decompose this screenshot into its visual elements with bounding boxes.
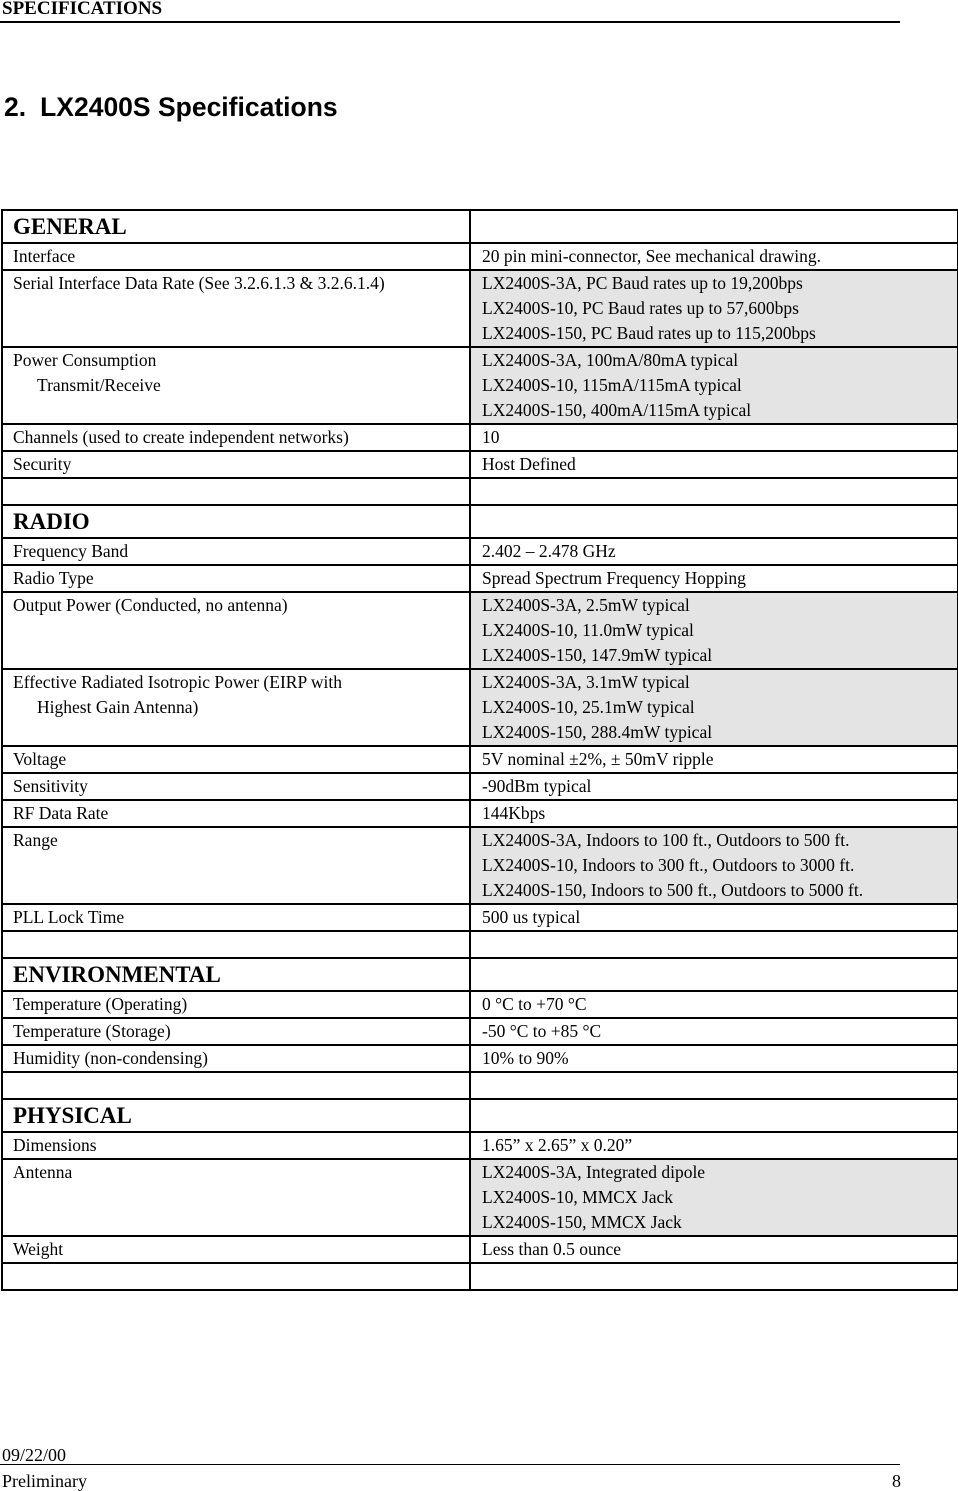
spec-value: -50 °C to +85 °C (482, 1021, 602, 1041)
spec-label: Frequency Band (13, 541, 129, 561)
spec-label: Temperature (Operating) (13, 994, 188, 1014)
spec-value-cell (470, 1018, 958, 1045)
spec-label-cell (2, 904, 470, 931)
blank-cell (470, 1072, 958, 1099)
blank-cell (2, 478, 470, 505)
spec-value: Host Defined (482, 454, 576, 474)
spec-label-cell (2, 746, 470, 773)
spec-value-cell (470, 592, 958, 669)
spec-label: PLL Lock Time (13, 907, 125, 927)
spec-value: LX2400S-10, MMCX Jack (482, 1187, 674, 1207)
spec-value-cell (470, 746, 958, 773)
section-heading: ENVIRONMENTAL (2, 958, 470, 991)
spec-value-cell (470, 904, 958, 931)
spec-label: Channels (used to create independent networks) (13, 427, 349, 447)
spec-label: Interface (13, 246, 76, 266)
spec-label-cell (2, 538, 470, 565)
spec-value-cell (470, 669, 958, 746)
table-row (2, 424, 958, 451)
spec-label: Highest Gain Antenna) (37, 697, 199, 717)
table-row (2, 669, 958, 746)
spec-value: LX2400S-3A, 100mA/80mA typical (482, 350, 739, 370)
spec-value-cell (470, 243, 958, 270)
table-row (2, 1236, 958, 1263)
section-heading: GENERAL (2, 210, 470, 243)
spec-value: LX2400S-150, Indoors to 500 ft., Outdoors to 5000 ft. (482, 880, 864, 900)
spec-value-cell (470, 451, 958, 478)
spec-value-cell (470, 773, 958, 800)
spec-value-cell (470, 424, 958, 451)
section-header-row (2, 1099, 958, 1132)
spec-value: LX2400S-150, 147.9mW typical (482, 645, 713, 665)
table-row (2, 991, 958, 1018)
blank-spacer-row (2, 931, 958, 958)
table-row (2, 243, 958, 270)
section-header-row (2, 210, 958, 243)
blank-cell (470, 1263, 958, 1290)
spec-value-cell (470, 270, 958, 347)
spec-value-cell (470, 1159, 958, 1236)
spec-value: Less than 0.5 ounce (482, 1239, 621, 1259)
spec-label: Antenna (13, 1162, 73, 1182)
spec-value: 10% to 90% (482, 1048, 569, 1068)
spec-value: LX2400S-10, PC Baud rates up to 57,600bps (482, 298, 799, 318)
spec-label: Transmit/Receive (37, 375, 161, 395)
spec-value: 1.65” x 2.65” x 0.20” (482, 1135, 633, 1155)
footer-date: 09/22/00 (2, 1445, 67, 1465)
spec-value: LX2400S-3A, PC Baud rates up to 19,200bps (482, 273, 803, 293)
table-row (2, 773, 958, 800)
spec-value: 5V nominal ±2%, ± 50mV ripple (482, 749, 714, 769)
spec-label: Humidity (non-condensing) (13, 1048, 208, 1068)
spec-value: 2.402 – 2.478 GHz (482, 541, 616, 561)
spec-label-cell (2, 669, 470, 746)
spec-label: Sensitivity (13, 776, 88, 796)
specifications-table (1, 209, 958, 1291)
spec-value: LX2400S-10, 25.1mW typical (482, 697, 695, 717)
table-row (2, 800, 958, 827)
table-row (2, 827, 958, 904)
spec-label: Serial Interface Data Rate (See 3.2.6.1.3 & 3.2.6.1.4) (13, 273, 385, 293)
table-row (2, 451, 958, 478)
spec-label-cell (2, 1159, 470, 1236)
table-row (2, 347, 958, 424)
spec-label: RF Data Rate (13, 803, 109, 823)
section-heading-empty-cell (470, 210, 958, 243)
blank-cell (2, 1072, 470, 1099)
table-row (2, 1132, 958, 1159)
section-heading: RADIO (2, 505, 470, 538)
spec-value: 500 us typical (482, 907, 581, 927)
section-heading-empty-cell (470, 1099, 958, 1132)
spec-label-cell (2, 347, 470, 424)
spec-value: LX2400S-150, 400mA/115mA typical (482, 400, 752, 420)
spec-value: LX2400S-10, Indoors to 300 ft., Outdoors to 3000 ft. (482, 855, 855, 875)
spec-value: LX2400S-150, MMCX Jack (482, 1212, 682, 1232)
spec-value: Spread Spectrum Frequency Hopping (482, 568, 746, 588)
table-row (2, 904, 958, 931)
blank-spacer-row (2, 478, 958, 505)
section-title-text: LX2400S Specifications (40, 92, 338, 122)
spec-value-cell (470, 827, 958, 904)
table-row (2, 270, 958, 347)
section-number: 2. (4, 92, 27, 122)
spec-label-cell (2, 243, 470, 270)
table-row (2, 565, 958, 592)
blank-cell (2, 931, 470, 958)
spec-value-cell (470, 347, 958, 424)
spec-value: 144Kbps (482, 803, 546, 823)
spec-value-cell (470, 991, 958, 1018)
blank-spacer-row (2, 1072, 958, 1099)
spec-label-cell (2, 565, 470, 592)
spec-label: Security (13, 454, 72, 474)
spec-label-cell (2, 991, 470, 1018)
spec-label-cell (2, 1018, 470, 1045)
table-row (2, 1018, 958, 1045)
spec-value: 10 (482, 427, 500, 447)
spec-label-cell (2, 827, 470, 904)
spec-label: Radio Type (13, 568, 94, 588)
running-header (0, 0, 900, 23)
blank-cell (470, 478, 958, 505)
spec-value: LX2400S-3A, 3.1mW typical (482, 672, 690, 692)
spec-label-cell (2, 773, 470, 800)
spec-label-cell (2, 1045, 470, 1072)
spec-value: LX2400S-3A, Indoors to 100 ft., Outdoors to 500 ft. (482, 830, 850, 850)
blank-spacer-row (2, 1263, 958, 1290)
spec-value-cell (470, 565, 958, 592)
table-row (2, 592, 958, 669)
footer-rule (0, 1464, 900, 1465)
spec-label-cell (2, 270, 470, 347)
spec-value: LX2400S-150, PC Baud rates up to 115,200bps (482, 323, 816, 343)
spec-value-cell (470, 1045, 958, 1072)
footer-status: Preliminary (2, 1471, 87, 1491)
spec-label: Temperature (Storage) (13, 1021, 171, 1041)
spec-label: Power Consumption (13, 350, 157, 370)
spec-label: Voltage (13, 749, 67, 769)
table-row (2, 1159, 958, 1236)
table-row (2, 1045, 958, 1072)
spec-value-cell (470, 1236, 958, 1263)
spec-label: Output Power (Conducted, no antenna) (13, 595, 288, 615)
spec-value-cell (470, 1132, 958, 1159)
blank-cell (2, 1263, 470, 1290)
spec-value-cell (470, 800, 958, 827)
spec-value-cell (470, 538, 958, 565)
spec-value: 20 pin mini-connector, See mechanical drawing. (482, 246, 821, 266)
page-title (4, 92, 338, 123)
spec-label-cell (2, 451, 470, 478)
spec-label: Dimensions (13, 1135, 97, 1155)
table-row (2, 538, 958, 565)
spec-label-cell (2, 1236, 470, 1263)
table-row (2, 746, 958, 773)
running-header-title: SPECIFICATIONS (2, 0, 163, 19)
section-header-row (2, 505, 958, 538)
spec-value: LX2400S-150, 288.4mW typical (482, 722, 713, 742)
spec-value: 0 °C to +70 °C (482, 994, 587, 1014)
spec-label-cell (2, 424, 470, 451)
spec-value: LX2400S-10, 115mA/115mA typical (482, 375, 742, 395)
spec-value: -90dBm typical (482, 776, 592, 796)
blank-cell (470, 931, 958, 958)
section-heading-empty-cell (470, 505, 958, 538)
spec-label-cell (2, 592, 470, 669)
spec-value: LX2400S-3A, Integrated dipole (482, 1162, 706, 1182)
section-heading: PHYSICAL (2, 1099, 470, 1132)
spec-label-cell (2, 800, 470, 827)
spec-value: LX2400S-10, 11.0mW typical (482, 620, 694, 640)
spec-label: Range (13, 830, 58, 850)
section-heading-empty-cell (470, 958, 958, 991)
spec-label: Effective Radiated Isotropic Power (EIRP with (13, 672, 343, 692)
spec-label: Weight (13, 1239, 64, 1259)
page-number: 8 (892, 1471, 901, 1491)
spec-label-cell (2, 1132, 470, 1159)
section-header-row (2, 958, 958, 991)
spec-value: LX2400S-3A, 2.5mW typical (482, 595, 690, 615)
